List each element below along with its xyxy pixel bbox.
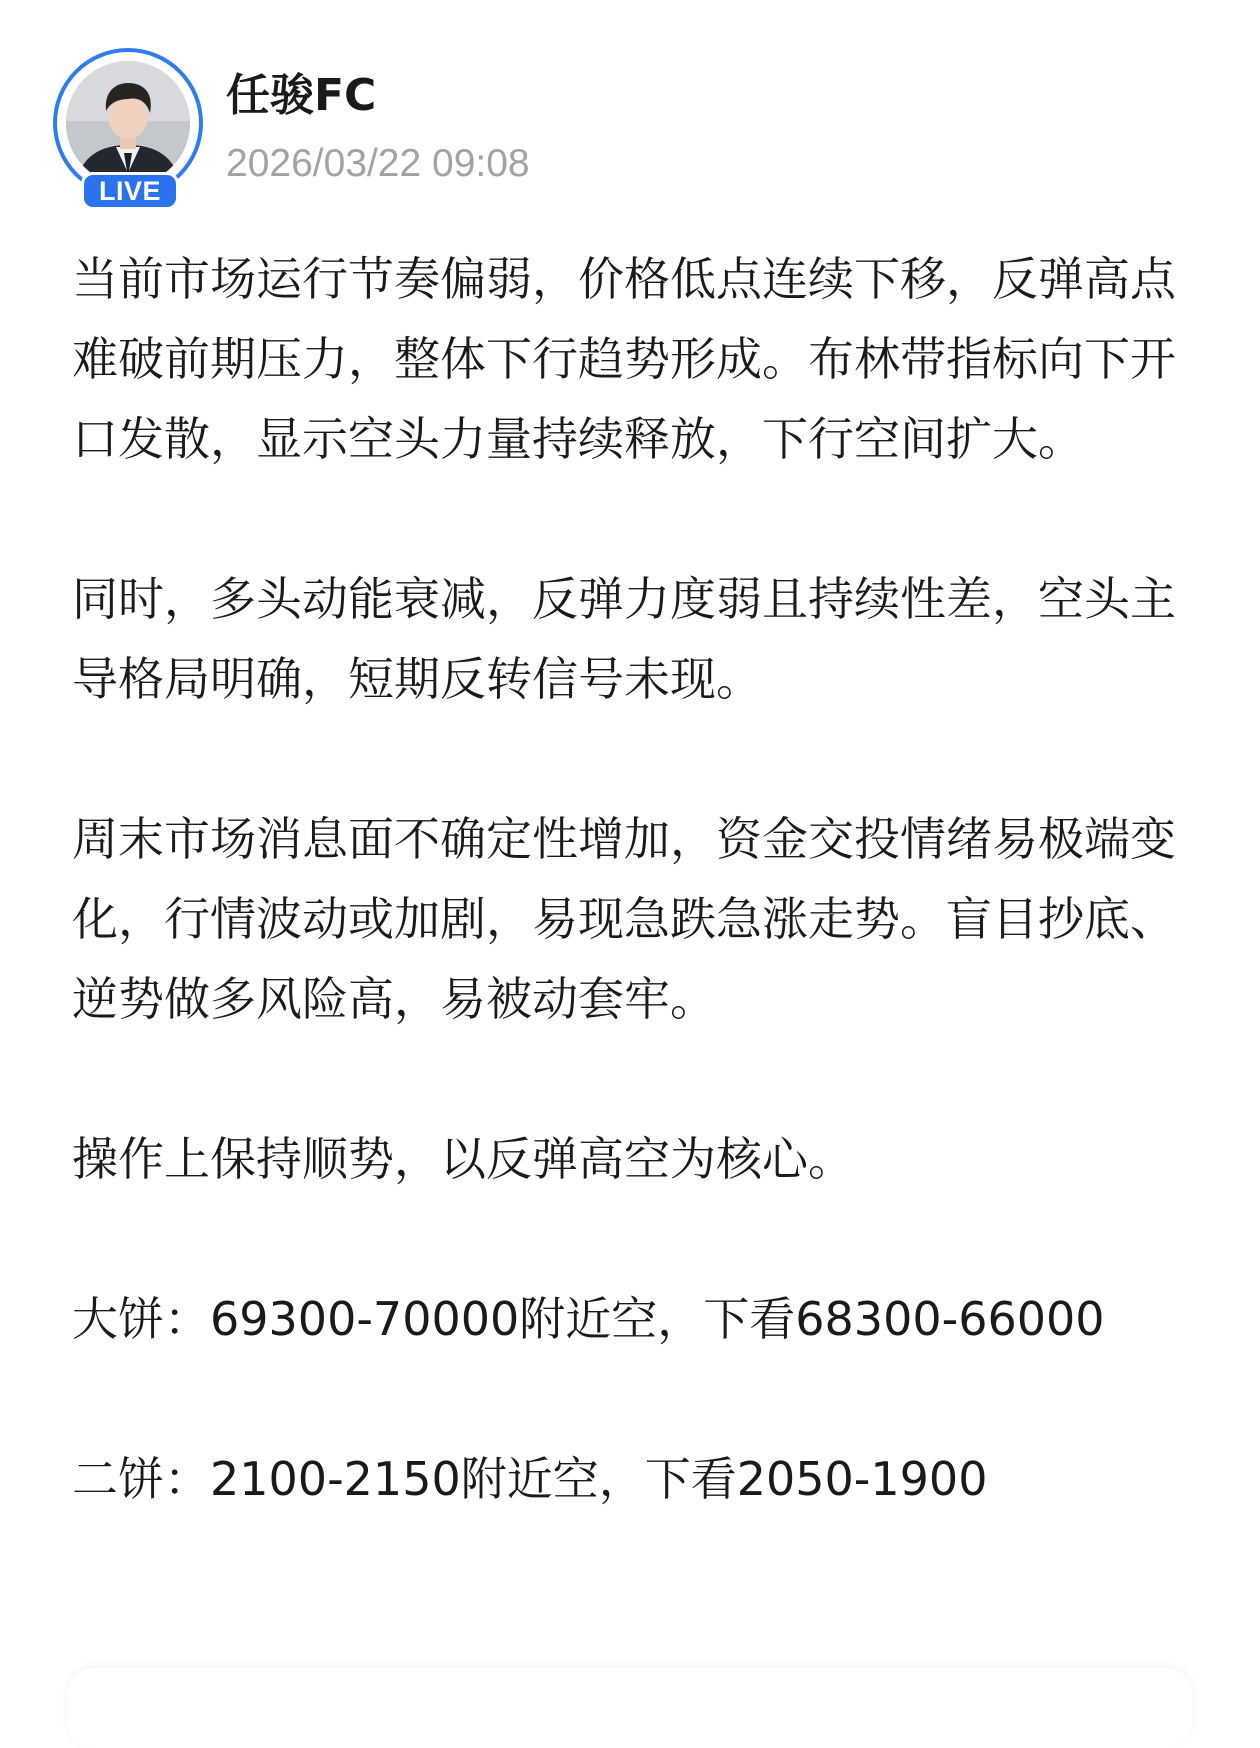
price-target-btc: 大饼：69300-70000附近空，下看68300-66000 (72, 1292, 1105, 1346)
person-portrait-icon (66, 61, 190, 185)
price-target-eth: 二饼：2100-2150附近空，下看2050-1900 (72, 1452, 988, 1506)
post-paragraph: 同时，多头动能衰减，反弹力度弱且持续性差，空头主导格局明确，短期反转信号未现。 (72, 572, 1176, 706)
bottom-card (68, 1668, 1192, 1748)
live-badge[interactable]: LIVE (81, 172, 179, 210)
author-name[interactable]: 任骏FC (226, 70, 377, 121)
post-paragraph: 周末市场消息面不确定性增加，资金交投情绪易极端变化，行情波动或加剧，易现急跌急涨走势。盲目抄底、逆势做多风险高，易被动套牢。 (72, 812, 1176, 1026)
post-paragraph: 操作上保持顺势，以反弹高空为核心。 (72, 1132, 854, 1186)
post-timestamp: 2026/03/22 09:08 (226, 142, 530, 185)
post-paragraph: 当前市场运行节奏偏弱，价格低点连续下移，反弹高点难破前期压力，整体下行趋势形成。布林带指标向下开口发散，显示空头力量持续释放，下行空间扩大。 (72, 252, 1176, 466)
avatar[interactable] (53, 48, 211, 206)
post-content (72, 239, 1192, 1519)
